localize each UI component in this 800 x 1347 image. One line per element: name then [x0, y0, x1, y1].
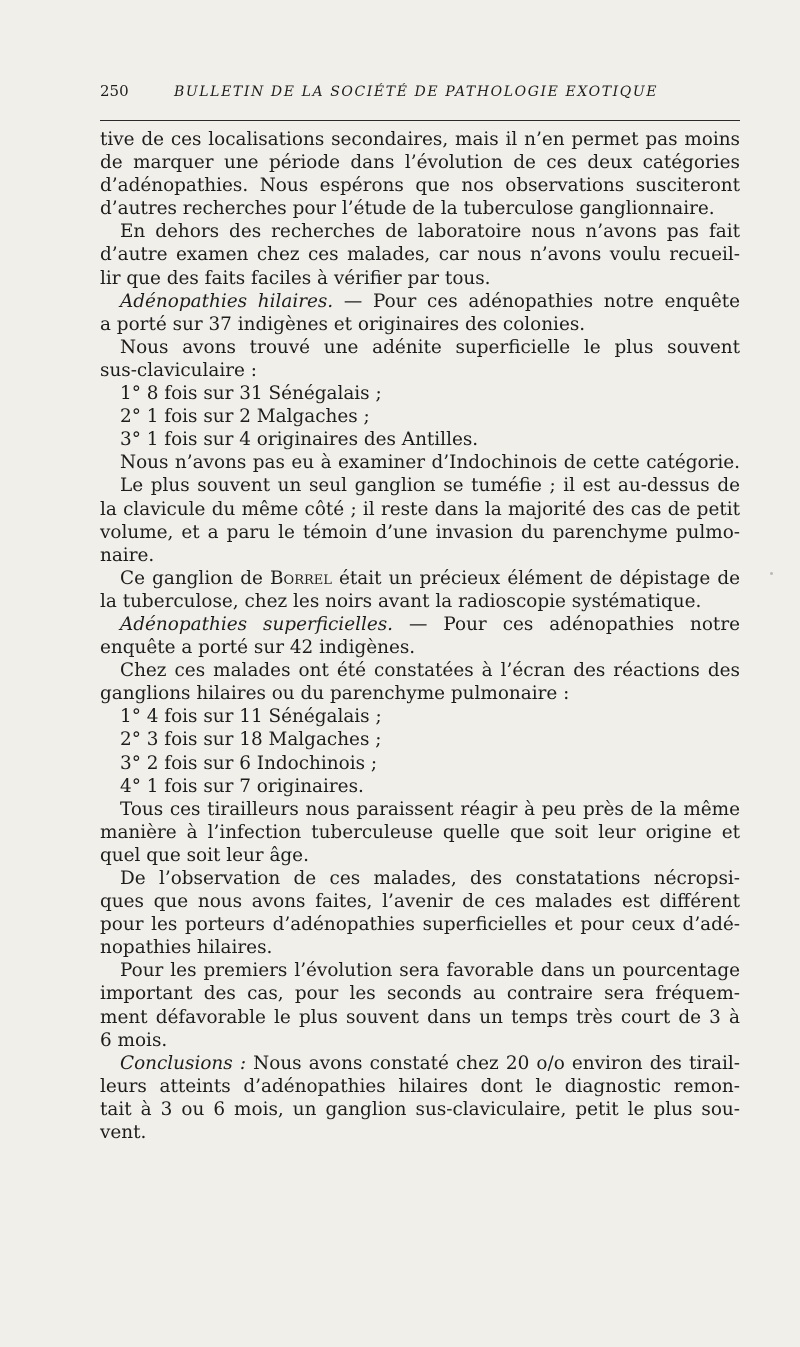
text-line: nopathies hilaires. — [100, 937, 273, 959]
text-line: Chez ces malades ont été constatées à l’écran des réactions des — [120, 660, 740, 682]
text-line: De l’observation de ces malades, des constatations nécropsi- — [120, 868, 740, 889]
text-line: la clavicule du même côté ; il reste dans la majorité des cas de petit — [100, 498, 740, 520]
text-line: la tuberculose, chez les noirs avant la radioscopie systématique. — [100, 590, 702, 612]
list-item: 4° 1 fois sur 7 originaires. — [120, 775, 364, 797]
text-line: ques que nous avons faites, l’avenir de ces malades est différent — [100, 891, 740, 913]
text-line: de marquer une période dans l’évolution de ces deux catégories — [100, 152, 740, 174]
text-line: pour les porteurs d’adénopathies superficielles et pour ceux d’adé- — [100, 914, 740, 936]
section-heading: Adénopathies hilaires. — [120, 290, 334, 312]
conclusions — [100, 1052, 740, 1144]
list-superficielles — [100, 705, 740, 797]
list-item: 1° 8 fois sur 31 Sénégalais ; — [120, 383, 382, 405]
paragraph — [100, 567, 740, 613]
text-line — [100, 613, 740, 636]
text-line: Pour les premiers l’évolution sera favorable dans un pourcentage — [120, 960, 740, 982]
paragraph — [100, 959, 740, 1051]
paragraph — [100, 798, 740, 867]
text-span: — Pour ces adénopathies notre enquête — [333, 290, 740, 312]
text-line: manière à l’infection tuberculeuse quelle que soit leur origine et — [100, 821, 740, 843]
text-line: tive de ces localisations secondaires, mais il n’en permet pas moins — [100, 129, 740, 150]
author-name: Borrel — [270, 567, 332, 589]
list-item: 3° 1 fois sur 4 originaires des Antilles. — [120, 429, 479, 451]
text-span: Nous avons constaté chez 20 o/o environ des tirail- — [246, 1052, 740, 1074]
text-line: volume, et a paru le témoin d’une invasion du parenchyme pulmo- — [100, 521, 740, 543]
text-line: naire. — [100, 544, 155, 566]
text-line — [100, 1052, 740, 1075]
paragraph — [100, 474, 740, 566]
section-heading: Adénopathies superficielles. — [120, 613, 394, 635]
paragraph — [100, 451, 740, 474]
text-line: lir que des faits faciles à vérifier par tous. — [100, 267, 491, 289]
text-line: a porté sur 37 indigènes et originaires des colonies. — [100, 313, 586, 335]
text-line: En dehors des recherches de laboratoire nous n’avons pas fait — [120, 221, 740, 243]
paragraph — [100, 128, 740, 220]
section-heading: Conclusions : — [120, 1052, 247, 1074]
section-superficielles — [100, 613, 740, 659]
text-line — [100, 567, 740, 590]
text-line: sus-claviculaire : — [100, 359, 257, 381]
running-title: BULLETIN DE LA SOCIÉTÉ DE PATHOLOGIE EXOTIQUE — [174, 84, 659, 100]
text-line: Le plus souvent un seul ganglion se tuméfie ; il est au-dessus de — [120, 475, 740, 497]
page-number: 250 — [100, 82, 129, 100]
running-header — [100, 80, 740, 121]
text-line: Nous avons trouvé une adénite superficielle le plus souvent — [120, 336, 740, 358]
text-line: Tous ces tirailleurs nous paraissent réagir à peu près de la même — [120, 798, 740, 820]
text-line: leurs atteints d’adénopathies hilaires dont le diagnostic remon- — [100, 1075, 740, 1097]
paragraph — [100, 220, 740, 289]
text-line: ment défavorable le plus souvent dans un temps très court de 3 à — [100, 1006, 740, 1028]
text-line: tait à 3 ou 6 mois, un ganglion sus-claviculaire, petit le plus sou- — [100, 1098, 740, 1120]
text-line: d’autre examen chez ces malades, car nous n’avons voulu recueil- — [100, 244, 740, 266]
list-item: 1° 4 fois sur 11 Sénégalais ; — [120, 706, 382, 728]
text-line: 6 mois. — [100, 1029, 168, 1051]
section-hilaires — [100, 290, 740, 336]
text-line: d’autres recherches pour l’étude de la tuberculose ganglionnaire. — [100, 198, 715, 220]
text-line: important des cas, pour les seconds au contraire sera fréquem- — [100, 983, 740, 1005]
text-line: Nous n’avons pas eu à examiner d’Indochinois de cette catégorie. — [120, 452, 740, 474]
text-line — [100, 290, 740, 313]
text-line: ganglions hilaires ou du parenchyme pulmonaire : — [100, 683, 570, 705]
text-line: d’adénopathies. Nous espérons que nos observations susciteront — [100, 175, 740, 197]
text-line: vent. — [100, 1122, 147, 1144]
list-item: 2° 3 fois sur 18 Malgaches ; — [120, 729, 382, 751]
article-body — [100, 128, 740, 1144]
margin-dot — [770, 572, 773, 575]
text-line: quel que soit leur âge. — [100, 844, 309, 866]
text-span: — Pour ces adénopathies notre — [393, 613, 740, 635]
list-item: 3° 2 fois sur 6 Indochinois ; — [120, 752, 378, 774]
paragraph — [100, 336, 740, 382]
paragraph — [100, 659, 740, 705]
list-hilaires — [100, 382, 740, 451]
list-item: 2° 1 fois sur 2 Malgaches ; — [120, 406, 370, 428]
text-span: était un précieux élément de dépistage de — [331, 567, 740, 589]
text-line: enquête a porté sur 42 indigènes. — [100, 637, 416, 659]
paragraph — [100, 867, 740, 959]
text-span: Ce ganglion de — [120, 567, 271, 589]
